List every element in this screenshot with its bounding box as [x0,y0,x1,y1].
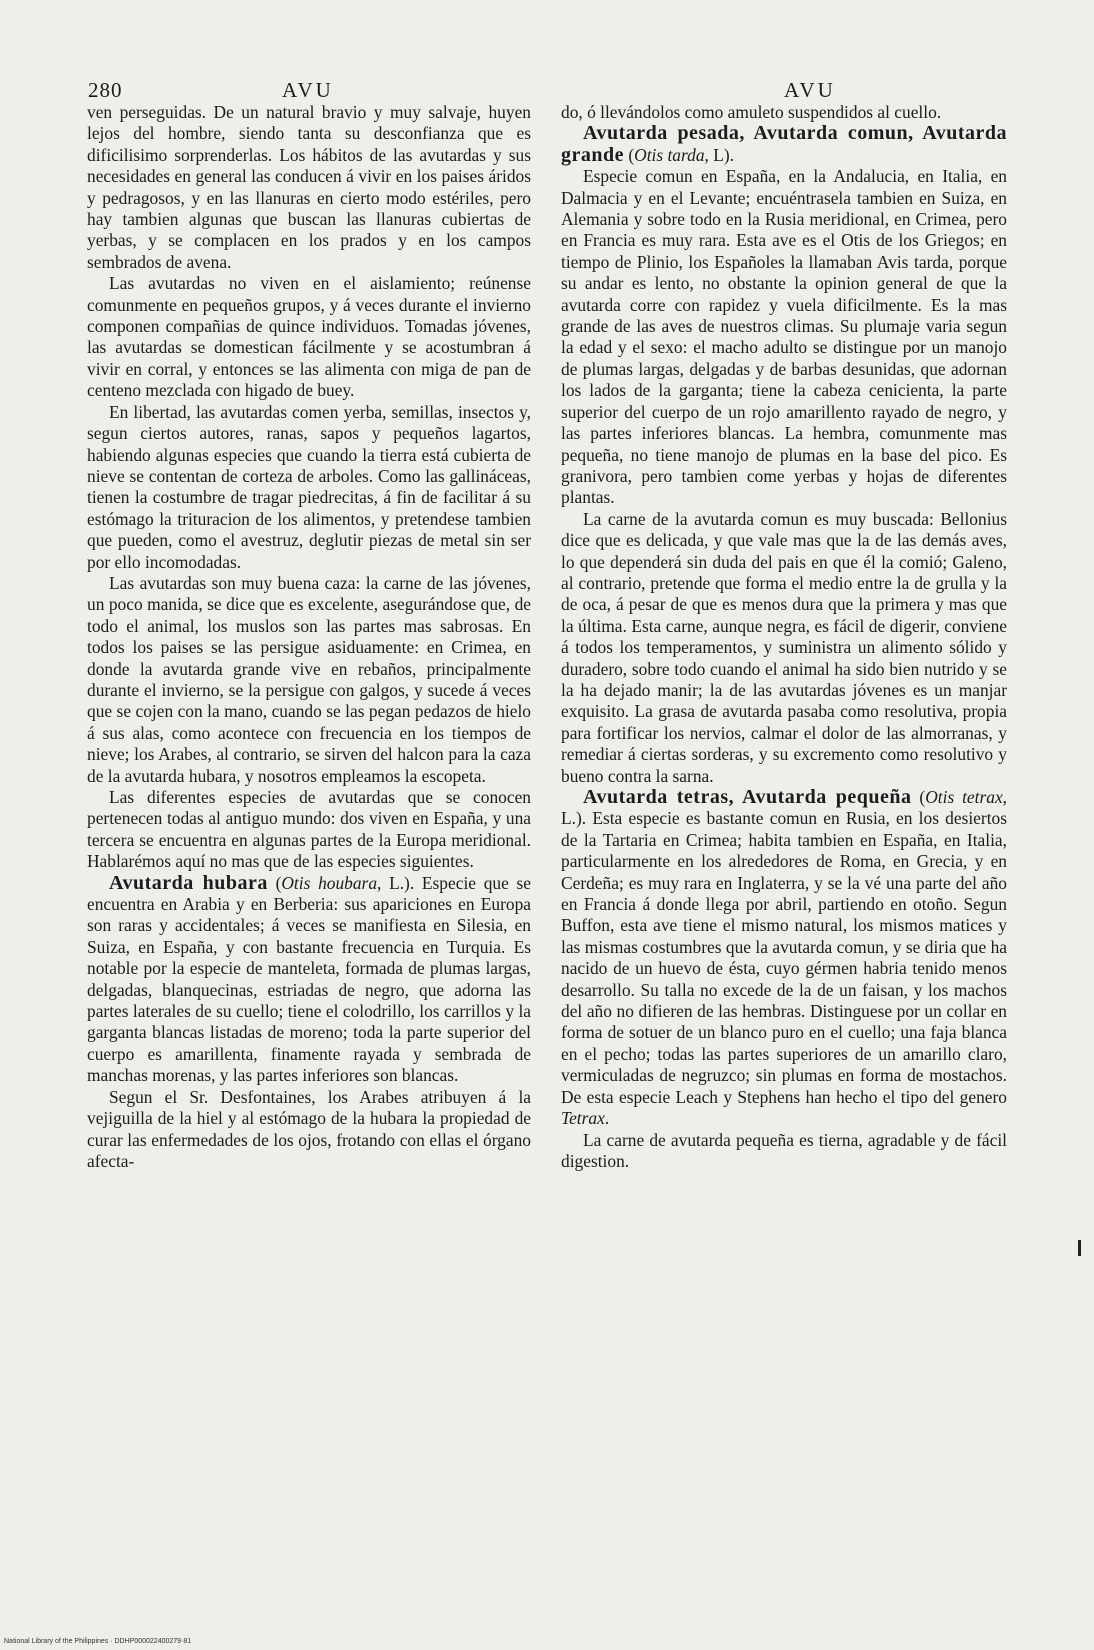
paragraph: Especie comun en España, en la Andalucia, en Italia, en Dalmacia y en el Levante; encuéntrasela tambien en Suiza, en Alemania y sobre todo en la Rusia meridional, en Crimea, pero en Francia es muy rara. Esta ave es el Otis de los Griegos; en tiempo de Plinio, los Españoles la llamaban Avis tarda, porque su andar es lento, no obstante la opinion general de que la avutarda corre con rapidez y vuela dificilmente. Es la mas grande de las aves de nuestros climas. Su plumaje varia segun la edad y el sexo: el macho adulto se distingue por un manojo de plumas largas, delgadas y de barbas desunidas, que adornan los lados de la garganta; tiene la cabeza cenicienta, la parte superior del cuerpo de un rojo amarillento rayado de negro, y las partes inferiores blancas. La hembra, comunmente mas pequeña, no tiene manojo de plumas en la base del pico. Es granivora, pero tambien come yerbas y hojas de diferentes plantas. [561,166,1007,508]
paren-open: ( [624,144,635,165]
paragraph: ven perseguidas. De un natural bravio y muy salvaje, huyen lejos del hombre, siendo tanta su desconfianza que es dificilisimo sorprenderlas. Los hábitos de las avutardas y sus necesidades en general las conducen á vivir en los paises áridos y pedragosos, y en las llanuras en cierto modo estériles, pero hay tambien algunas que buscan las llanuras cubiertas de yerbas, y se complacen en los prados y en los campos sembrados de avena. [87,102,531,272]
scientific-name: Otis tarda [634,144,705,165]
paragraph: En libertad, las avutardas comen yerba, semillas, insectos y, segun ciertos autores, ranas, sapos y pequeños lagartos, habiendo algunas especies que cuando la tierra está cubierta de nieve se contentan de corteza de arboles. Como las gallináceas, tienen la costumbre de tragar piedrecitas, á fin de facilitar á su estómago la trituracion de los alimentos, y pretendese tambien que pueden, como el avestruz, deglutir piezas de metal sin ser por ello incomodadas. [87,401,531,572]
right-column [561,102,1007,1172]
entry-tetras [561,787,1007,1130]
left-column [87,102,531,1172]
paren-close: , L). [704,144,734,165]
entry-hubara [87,873,531,1087]
paren-close: , L.). [377,872,415,893]
paragraph: Las avutardas no viven en el aislamiento; reúnense comunmente en pequeños grupos, y á veces durante el invierno componen compañias de quince individuos. Tomadas jóvenes, las avutardas se domestican fácilmente y se acostumbran á vivir en corral, y entonces se las alimenta con miga de pan de centeno mezclada con higado de buey. [87,273,531,401]
entry-title: Avutarda pesada, Avutarda comun, Avutarda grande [561,122,1007,166]
genus-name: Tetrax [561,1108,605,1129]
paragraph: Segun el Sr. Desfontaines, los Arabes atribuyen á la vejiguilla de la hiel y al estómago de la hubara la propiedad de curar las enfermedades de los ojos, frotando con ellas el órgano afecta- [87,1086,531,1171]
entry-pesada [561,123,1007,166]
paren-open: ( [911,787,926,807]
entry-text: Especie que se encuentra en Arabia y en Berberia: sus apariciones en Europa son raras y accidentales; á veces se manifiesta en Silesia, en Suiza, en España, y con bastante frecuencia en Turquia. Es notable por la especie de manteleta, formada de plumas largas, delgadas, blanquecinas, estriadas de negro, que adorna las partes laterales de su cuello; tiene el colodrillo, los carrillos y la garganta blancas listadas de moreno; toda la parte superior del cuerpo es amarillenta, finamente rayada y sembrada de manchas morenas, y las partes inferiores son blancas. [87,872,532,1086]
paragraph: La carne de avutarda pequeña es tierna, agradable y de fácil digestion. [561,1129,1007,1171]
scientific-name: Otis tetrax [925,787,1003,807]
scientific-name: Otis houbara [281,872,378,893]
paragraph: La carne de la avutarda comun es muy buscada: Bellonius dice que es delicada, y que vale mas que la de las demás aves, lo que dependerá sin duda del pais en que él la comió; Galeno, al contrario, pretende que forma el medio entre la de grulla y la de oca, á pesar de que es menos dura que la primera y mas que la última. Esta carne, aunque negra, es fácil de digerir, conviene á todos los temperamentos, y suministra un alimento sólido y duradero, sobre todo cuando el animal ha sido bien nutrido y se la ha dejado manir; la de las avutardas jóvenes es un manjar exquisito. La grasa de avutarda pasaba como resolutiva, propia para fortificar los nervios, calmar el dolor de las almorranas, y remediar á ciertas sorderas, y su excremento como resolutivo y bueno contra la sarna. [561,508,1007,786]
running-head-right: AVU [784,78,836,102]
paragraph: do, ó llevándolos como amuleto suspendidos al cuello. [561,102,942,122]
running-head-left: AVU [282,78,334,102]
entry-text: Esta especie es bastante comun en Rusia, en los desiertos de la Tartaria en Crimea; habita tambien en España, en Italia, particularmente en los alrededores de Roma, en Grecia, y en Cerdeña; es muy rara en Inglaterra, y se la vé una parte del año en Francia á donde llega por abril, partiendo en otoño. Segun Buffon, esta ave tiene el mismo natural, los mismos matices y las mismas costumbres que la avutarda comun, y se diria que ha nacido de un huevo de ésta, cuyo gérmen habria tenido menos desarrollo. Su talla no excede de la de un faisan, y los machos del año no difieren de las hembras. Distinguese por un collar en forma de sotuer de un blanco puro en el cuello; una faja blanca en el pecho; todas las partes superiores de un amarillo claro, vermiculadas de negruzco; sin plumas en forma de mostachos. De esta especie Leach y Stephens han hecho el tipo del genero [561,808,1007,1107]
entry-title: Avutarda hubara [109,871,268,894]
paren-close: , L.). [561,787,1008,829]
entry-title: Avutarda tetras, Avutarda pequeña [583,786,912,808]
page-number: 280 [88,78,123,102]
period: . [604,1108,610,1129]
paren-open: ( [267,872,282,893]
scan-footer: National Library of the Philippines · DDHP000022400279·81 [4,1638,192,1645]
paragraph: Las diferentes especies de avutardas que se conocen pertenecen todas al antiguo mundo: dos viven en España, y una tercera se encuentra en algunas partes de la Europa meridional. Hablarémos aquí no mas que de las especies siguientes. [87,787,531,872]
margin-mark [1078,1240,1081,1256]
paragraph: Las avutardas son muy buena caza: la carne de las jóvenes, un poco manida, se dice que es excelente, asegurándose que, de todo el animal, los muslos son las partes mas sabrosas. En todos los paises se las persigue asiduamente: en Crimea, en donde la avutarda grande vive en rebaños, principalmente durante el invierno, se la persigue con galgos, y sucede á veces que se cojen con la mano, cuando se las pegan pedazos de hielo á sus alas, como acontece con frecuencia en los tiempos de nieve; los Arabes, al contrario, se sirven del halcon para la caza de la avutarda hubara, y nosotros empleamos la escopeta. [87,572,531,786]
